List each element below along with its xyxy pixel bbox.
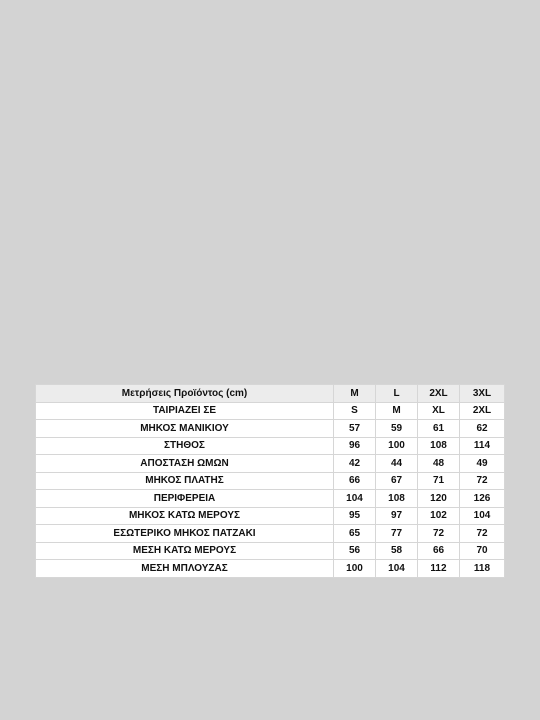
measurement-cell: 112 <box>418 560 460 578</box>
measurement-cell: 77 <box>376 525 418 543</box>
measurement-cell: 104 <box>460 507 505 525</box>
measurement-cell: 65 <box>334 525 376 543</box>
measurement-cell: 70 <box>460 542 505 560</box>
table-row <box>36 472 505 490</box>
header-cell-size-l: L <box>376 385 418 403</box>
header-cell-size-m: M <box>334 385 376 403</box>
row-label: ΠΕΡΙΦΕΡΕΙΑ <box>36 490 334 508</box>
row-label: ΜΗΚΟΣ ΜΑΝΙΚΙΟΥ <box>36 420 334 438</box>
row-label: ΤΑΙΡΙΑΖΕΙ ΣΕ <box>36 402 334 420</box>
row-label: ΑΠΟΣΤΑΣΗ ΩΜΩΝ <box>36 455 334 473</box>
measurement-cell: 61 <box>418 420 460 438</box>
measurement-cell: M <box>376 402 418 420</box>
measurement-cell: 72 <box>418 525 460 543</box>
table-header <box>36 385 505 403</box>
measurement-cell: 104 <box>334 490 376 508</box>
measurement-cell: 97 <box>376 507 418 525</box>
header-cell-size-2xl: 2XL <box>418 385 460 403</box>
measurement-cell: 49 <box>460 455 505 473</box>
measurement-cell: 66 <box>334 472 376 490</box>
table-row <box>36 402 505 420</box>
measurement-cell: 120 <box>418 490 460 508</box>
measurement-cell: 57 <box>334 420 376 438</box>
measurement-cell: 67 <box>376 472 418 490</box>
header-cell-title: Μετρήσεις Προϊόντος (cm) <box>36 385 334 403</box>
measurement-cell: 108 <box>376 490 418 508</box>
row-label: ΣΤΗΘΟΣ <box>36 437 334 455</box>
table-row <box>36 490 505 508</box>
measurement-cell: 2XL <box>460 402 505 420</box>
table-row <box>36 507 505 525</box>
row-label: ΕΣΩΤΕΡΙΚΟ ΜΗΚΟΣ ΠΑΤΖΑΚΙ <box>36 525 334 543</box>
measurement-cell: 95 <box>334 507 376 525</box>
measurement-cell: 102 <box>418 507 460 525</box>
table-body <box>36 402 505 577</box>
header-row <box>36 385 505 403</box>
measurement-cell: 96 <box>334 437 376 455</box>
measurement-cell: 72 <box>460 472 505 490</box>
measurement-cell: 58 <box>376 542 418 560</box>
row-label: ΜΕΣΗ ΜΠΛΟΥΖΑΣ <box>36 560 334 578</box>
table-row <box>36 542 505 560</box>
table-row <box>36 455 505 473</box>
measurement-cell: 100 <box>376 437 418 455</box>
measurement-cell: 126 <box>460 490 505 508</box>
measurement-cell: 62 <box>460 420 505 438</box>
measurement-cell: 44 <box>376 455 418 473</box>
row-label: ΜΕΣΗ ΚΑΤΩ ΜΕΡΟΥΣ <box>36 542 334 560</box>
row-label: ΜΗΚΟΣ ΠΛΑΤΗΣ <box>36 472 334 490</box>
measurement-cell: 114 <box>460 437 505 455</box>
measurement-cell: 108 <box>418 437 460 455</box>
header-cell-size-3xl: 3XL <box>460 385 505 403</box>
measurement-cell: XL <box>418 402 460 420</box>
table-row <box>36 437 505 455</box>
measurement-cell: 66 <box>418 542 460 560</box>
measurement-cell: S <box>334 402 376 420</box>
measurement-cell: 48 <box>418 455 460 473</box>
measurement-cell: 104 <box>376 560 418 578</box>
size-chart-table <box>35 384 505 578</box>
measurement-cell: 71 <box>418 472 460 490</box>
measurement-cell: 42 <box>334 455 376 473</box>
measurement-cell: 100 <box>334 560 376 578</box>
table-row <box>36 420 505 438</box>
table-row <box>36 560 505 578</box>
measurement-cell: 118 <box>460 560 505 578</box>
table-row <box>36 525 505 543</box>
measurement-cell: 59 <box>376 420 418 438</box>
measurement-cell: 56 <box>334 542 376 560</box>
row-label: ΜΗΚΟΣ ΚΑΤΩ ΜΕΡΟΥΣ <box>36 507 334 525</box>
measurement-cell: 72 <box>460 525 505 543</box>
